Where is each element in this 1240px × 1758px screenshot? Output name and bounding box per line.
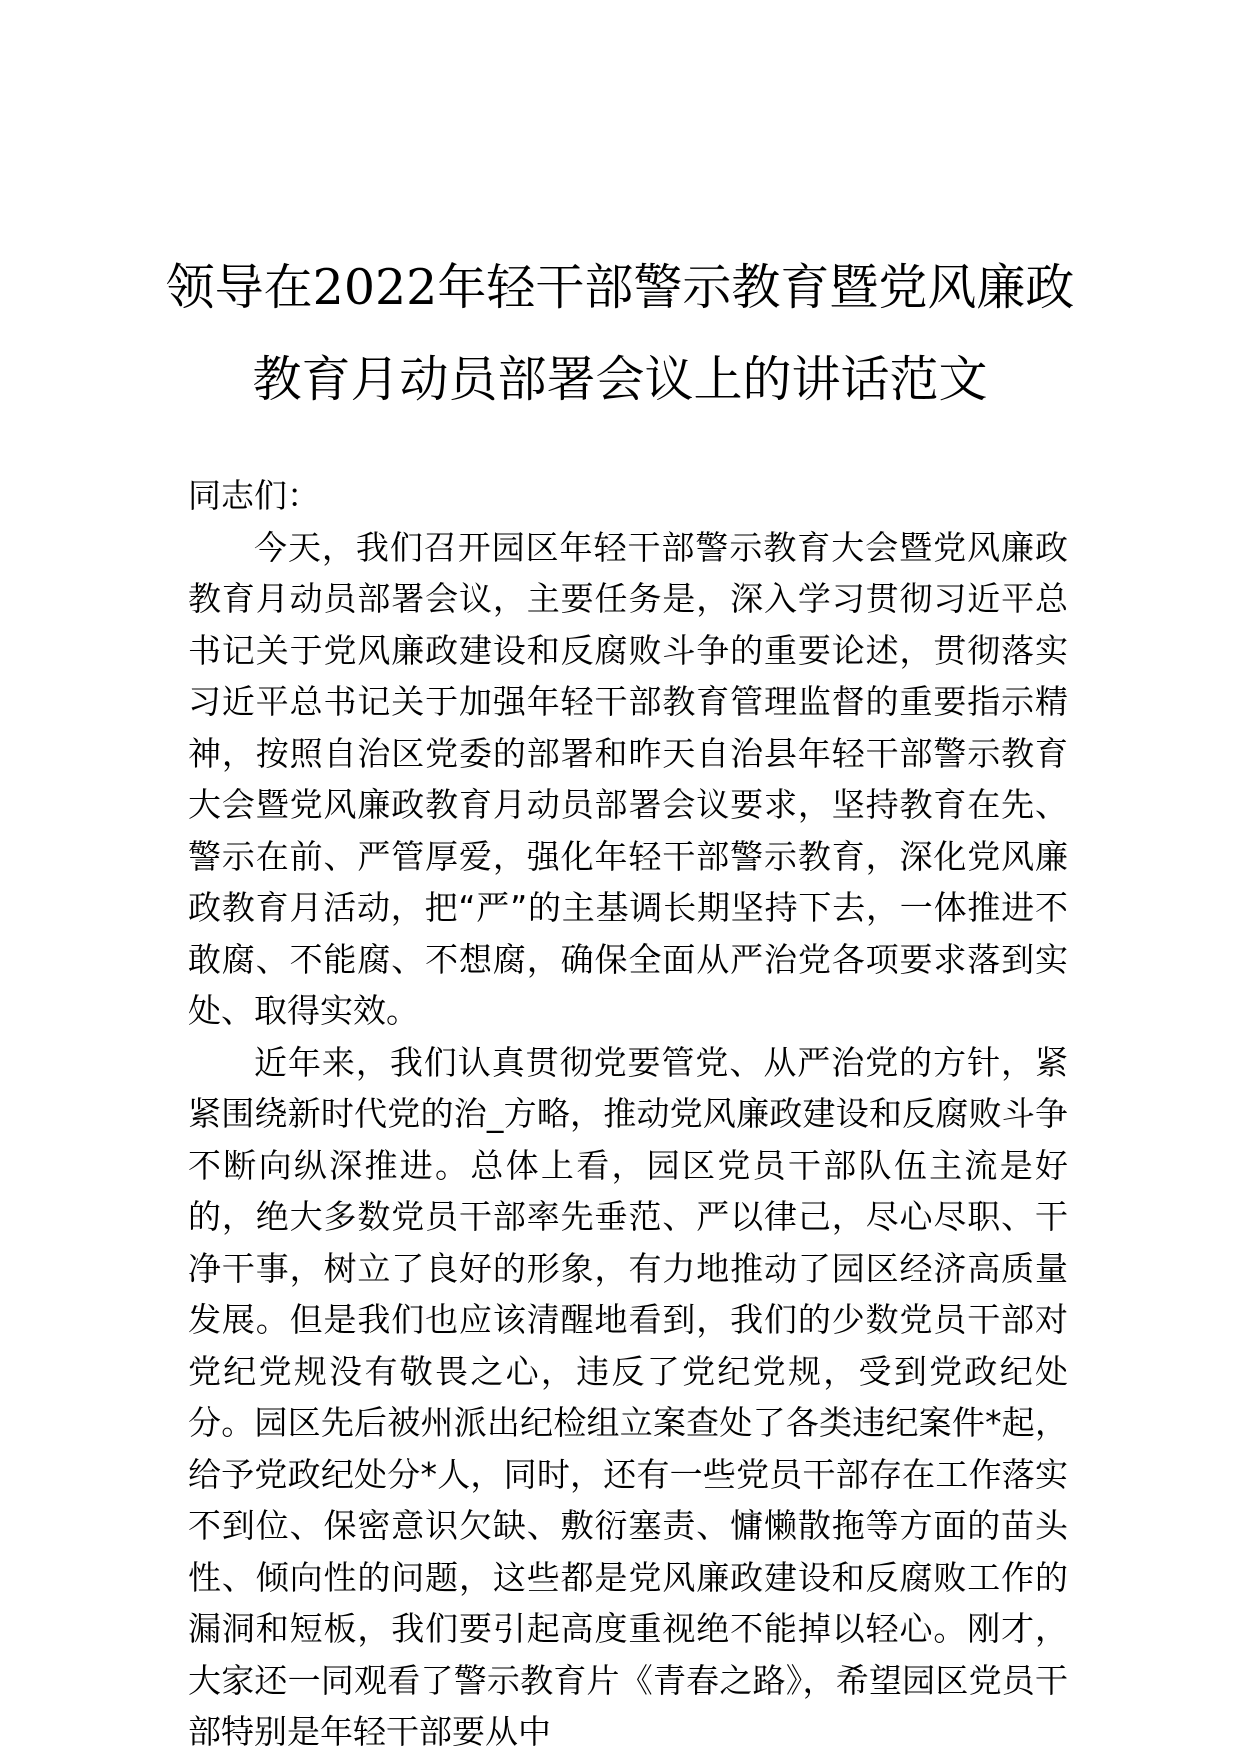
document-body xyxy=(188,470,1068,1758)
body-paragraph-2: 近年来，我们认真贯彻党要管党、从严治党的方针，紧紧围绕新时代党的治_方略，推动党风廉政建设和反腐败斗争不断向纵深推进。总体上看，园区党员干部队伍主流是好的，绝大多数党员干部率先垂范、严以律己，尽心尽职、干净干事，树立了良好的形象，有力地推动了园区经济高质量发展。但是我们也应该清醒地看到，我们的少数党员干部对党纪党规没有敬畏之心，违反了党纪党规，受到党政纪处分。园区先后被州派出纪检组立案查处了各类违纪案件*起，给予党政纪处分*人，同时，还有一些党员干部存在工作落实不到位、保密意识欠缺、敷衍塞责、慵懒散拖等方面的苗头性、倾向性的问题，这些都是党风廉政建设和反腐败工作的漏洞和短板，我们要引起高度重视绝不能掉以轻心。刚才，大家还一同观看了警示教育片《青春之路》，希望园区党员干部特别是年轻干部要从中 xyxy=(188,1042,1068,1751)
body-paragraph-1: 今天，我们召开园区年轻干部警示教育大会暨党风廉政教育月动员部署会议，主要任务是，深入学习贯彻习近平总书记关于党风廉政建设和反腐败斗争的重要论述，贯彻落实习近平总书记关于加强年轻干部教育管理监督的重要指示精神，按照自治区党委的部署和昨天自治县年轻干部警示教育大会暨党风廉政教育月动员部署会议要求，坚持教育在先、警示在前、严管厚爱，强化年轻干部警示教育，深化党风廉政教育月活动，把“严”的主基调长期坚持下去，一体推进不敢腐、不能腐、不想腐，确保全面从严治党各项要求落到实处、取得实效。 xyxy=(188,527,1068,1030)
salutation: 同志们： xyxy=(188,476,320,515)
document-title-line-1: 领导在2022年轻干部警示教育暨党风廉政 xyxy=(165,259,1075,316)
document-title-line-2: 教育月动员部署会议上的讲话范文 xyxy=(252,351,988,408)
